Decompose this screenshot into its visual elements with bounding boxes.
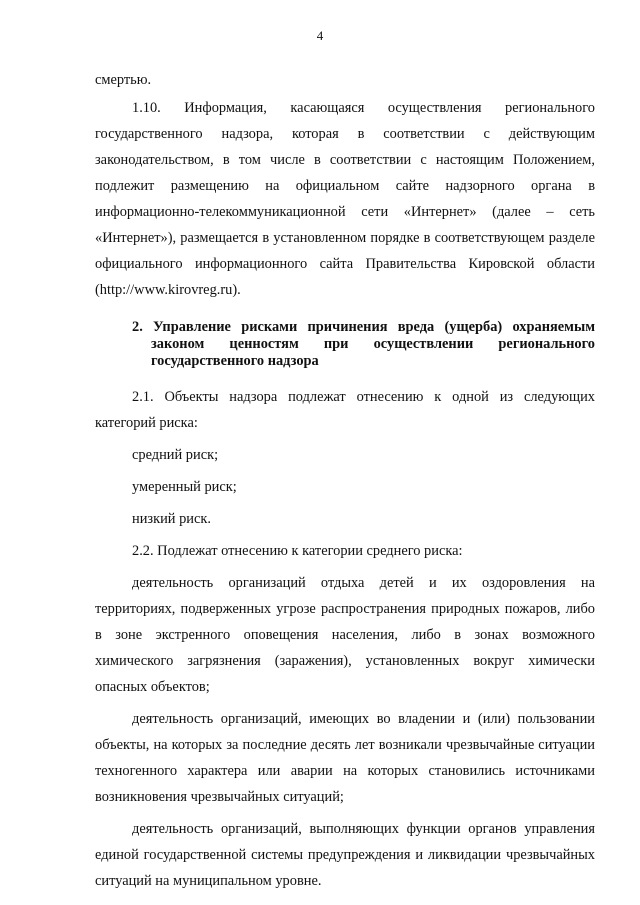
paragraph-1-10: 1.10. Информация, касающаяся осуществления регионального государственного надзора, которая в соответствии с действующим законодательством, в том числе в соответствии с настоящим Положением, подлежит размещению на официальном сайте надзорного органа в информационно-телекоммуникационной сети «Интернет» (далее – сеть «Интернет»), размещается в установленном порядке в соответствующем разделе официального информационного сайта Правительства Кировской области (http://www.kirovreg.ru). (95, 100, 595, 298)
paragraph-2-1: 2.1. Объекты надзора подлежат отнесению к одной из следующих категорий риска: (95, 389, 595, 431)
paragraph-continuation: смертью. (95, 72, 152, 88)
section-heading-2: 2. Управление рисками причинения вреда (ущерба) охраняемым законом ценностям при осуществлении регионального государственного надзора (132, 319, 595, 369)
list-item-emergency-objects: деятельность организаций, имеющих во владении и (или) пользовании объекты, на которых за последние десять лет возникали чрезвычайные ситуации техногенного характера или аварии на которых становились источниками возникновения чрезвычайных ситуаций; (95, 711, 595, 805)
document-body (95, 67, 595, 894)
page-number: 4 (316, 28, 324, 43)
list-item-emergency-management: деятельность организаций, выполняющих функции органов управления единой государственной системы предупреждения и ликвидации чрезвычайных ситуаций на муниципальном уровне. (95, 821, 595, 889)
paragraph-2-2: 2.2. Подлежат отнесению к категории среднего риска: (132, 543, 463, 559)
risk-category-medium: средний риск; (132, 447, 219, 463)
risk-category-low: низкий риск. (132, 511, 211, 527)
list-item-children-recreation: деятельность организаций отдыха детей и их оздоровления на территориях, подверженных угрозе распространения природных пожаров, либо в зоне экстренного оповещения населения, либо в зонах возможного химического загрязнения (заражения), установленных вокруг химически опасных объектов; (95, 575, 595, 695)
risk-category-moderate: умеренный риск; (132, 479, 237, 495)
